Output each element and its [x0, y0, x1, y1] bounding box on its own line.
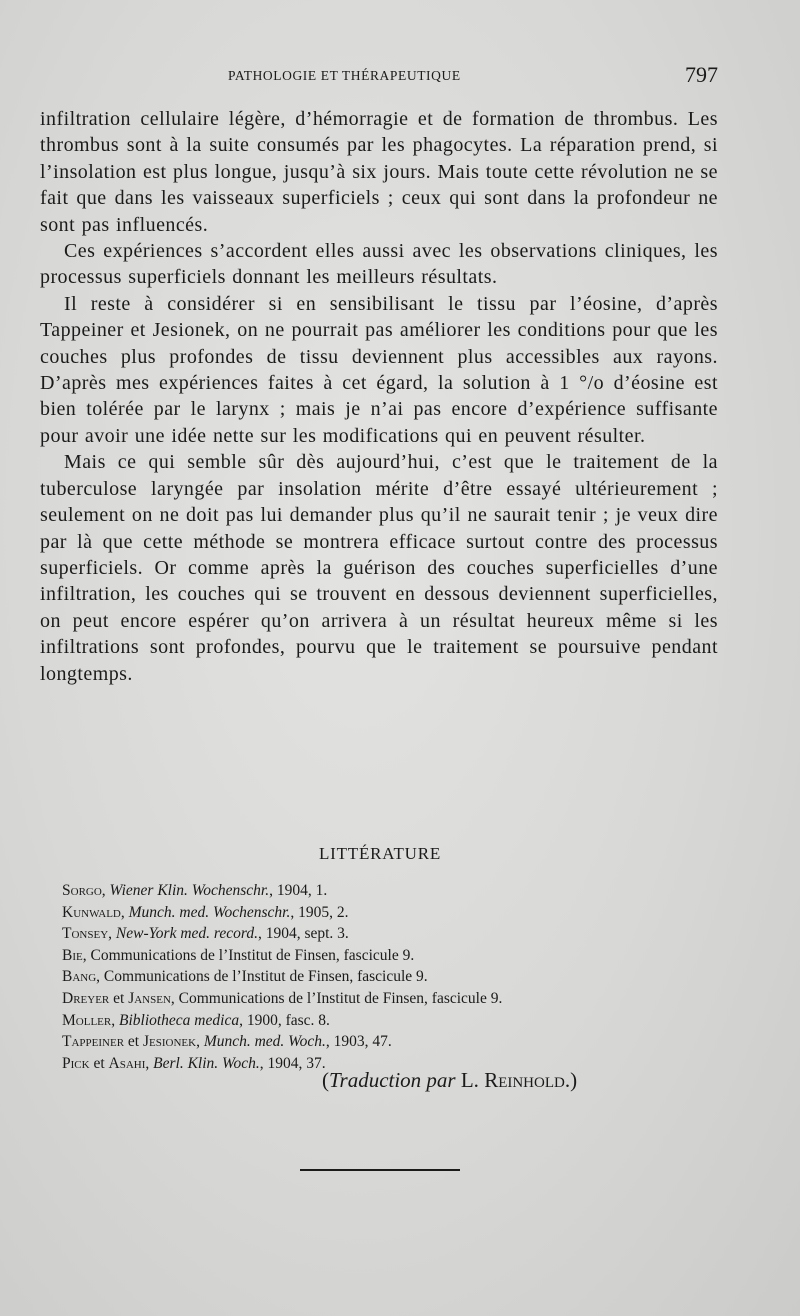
reference-list [62, 880, 722, 1074]
reference-author: Tonsey [62, 925, 109, 943]
reference-details: , 1904, 37. [259, 1054, 326, 1072]
end-rule [300, 1169, 460, 1171]
reference-title: Munch. med. Wochenschr. [128, 903, 291, 921]
reference-separator: , [170, 989, 179, 1007]
reference-author: Moller [62, 1011, 112, 1029]
translator-close-paren: .) [564, 1068, 578, 1092]
running-title: PATHOLOGIE ET THÉRAPEUTIQUE [228, 68, 461, 83]
reference-joiner: et [109, 989, 129, 1007]
reference-separator: , [145, 1054, 154, 1072]
reference-details: , 1903, 47. [325, 1033, 392, 1051]
page-number: 797 [685, 62, 718, 87]
translator-label: Traduction par [329, 1068, 456, 1092]
paragraph-2: Ces expériences s’accordent elles aussi avec les observations cliniques, les processus superficiels donnant les meilleurs résultats. [40, 240, 718, 289]
reference-details: , 1904, 1. [269, 882, 328, 899]
reference-separator: , [111, 1011, 119, 1029]
reference-entry [62, 966, 722, 988]
paragraph-1: infiltration cellulaire légère, d’hémorragie et de formation de thrombus. Les thrombus sont à la suite consumés par les phagocytes. La réparation prend, si l’insolation est plus longue, jusqu’à six jours. Mais toute cette révolution ne se fait que dans les vaisseaux superficiels ; ceux qui sont dans la profondeur ne sont pas influencés. [40, 108, 718, 236]
translator-credit [322, 1068, 577, 1093]
reference-entry [62, 902, 722, 924]
reference-author: Sorgo [62, 882, 102, 899]
reference-joiner: et [89, 1054, 109, 1072]
reference-entry [62, 1031, 722, 1053]
running-head [228, 64, 718, 92]
paragraph-4: Mais ce qui semble sûr dès aujourd’hui, c’est que le traitement de la tuberculose laryngée par insolation mérite d’être essayé ultérieurement ; seulement on ne doit pas lui demander plus qu’il ne saurait tenir ; je veux dire par là que cette méthode se montrera efficace surtout contre des processus superficiels. Or comme après la guérison des couches superficielles d’une infiltration, les couches qui se trouvent en dessous deviennent superficielles, on peut encore espérer qu’on arrivera à un résultat heureux même si les infiltrations sont profondes, pourvu que le traitement se poursuive pendant longtemps. [40, 451, 718, 685]
reference-author: Bie [62, 946, 83, 964]
reference-title: Berl. Klin. Woch. [153, 1054, 260, 1072]
reference-separator: , [82, 946, 91, 964]
literature-heading: LITTÉRATURE [318, 844, 442, 863]
translator-open-paren: ( [322, 1068, 329, 1092]
reference-separator: , [120, 903, 129, 921]
reference-author: Pick [62, 1054, 90, 1072]
reference-entry [62, 923, 722, 945]
translator-name: Reinhold [484, 1068, 565, 1092]
reference-coauthor: Jansen [128, 989, 171, 1007]
reference-author: Tappeiner [62, 1033, 125, 1051]
translator-initial: L. [455, 1068, 485, 1092]
reference-entry [62, 880, 722, 902]
reference-separator: , [196, 1033, 204, 1051]
reference-text: Communications de l’Institut de Finsen, fascicule 9. [90, 946, 415, 964]
reference-separator: , [108, 925, 116, 943]
reference-title: Munch. med. Woch. [203, 1033, 326, 1051]
reference-title: Bibliotheca medica [118, 1011, 240, 1029]
reference-author: Bang [62, 968, 97, 986]
reference-entry [62, 1010, 722, 1032]
reference-title: New-York med. record. [115, 925, 258, 943]
reference-title: Wiener Klin. Wochenschr. [109, 882, 270, 899]
reference-details: , 1900, fasc. 8. [239, 1011, 330, 1029]
reference-coauthor: Jesionek [142, 1033, 197, 1051]
reference-author: Kunwald [62, 903, 121, 921]
reference-separator: , [101, 882, 110, 899]
reference-coauthor: Asahi [108, 1054, 146, 1072]
reference-joiner: et [124, 1033, 143, 1051]
reference-text: Communications de l’Institut de Finsen, fascicule 9. [103, 968, 428, 986]
reference-details: , 1905, 2. [290, 903, 349, 921]
reference-author: Dreyer [62, 989, 110, 1007]
reference-details: , 1904, sept. 3. [257, 925, 349, 943]
reference-text: Communications de l’Institut de Finsen, fascicule 9. [178, 989, 503, 1007]
reference-entry [62, 945, 722, 967]
paragraph-3: Il reste à considérer si en sensibilisant le tissu par l’éosine, d’après Tappeiner et Jesionek, on ne pourrait pas améliorer les conditions pour que les couches plus profondes de tissu deviennent plus accessibles aux rayons. D’après mes expériences faites à cet égard, la solution à 1 °/o d’éosine est bien tolérée par le larynx ; mais je n’ai pas encore d’expérience suffisante pour avoir une idée nette sur les modifications qui en peuvent résulter. [40, 292, 718, 447]
reference-entry [62, 988, 722, 1010]
body-text [40, 106, 718, 687]
reference-separator: , [96, 968, 104, 986]
